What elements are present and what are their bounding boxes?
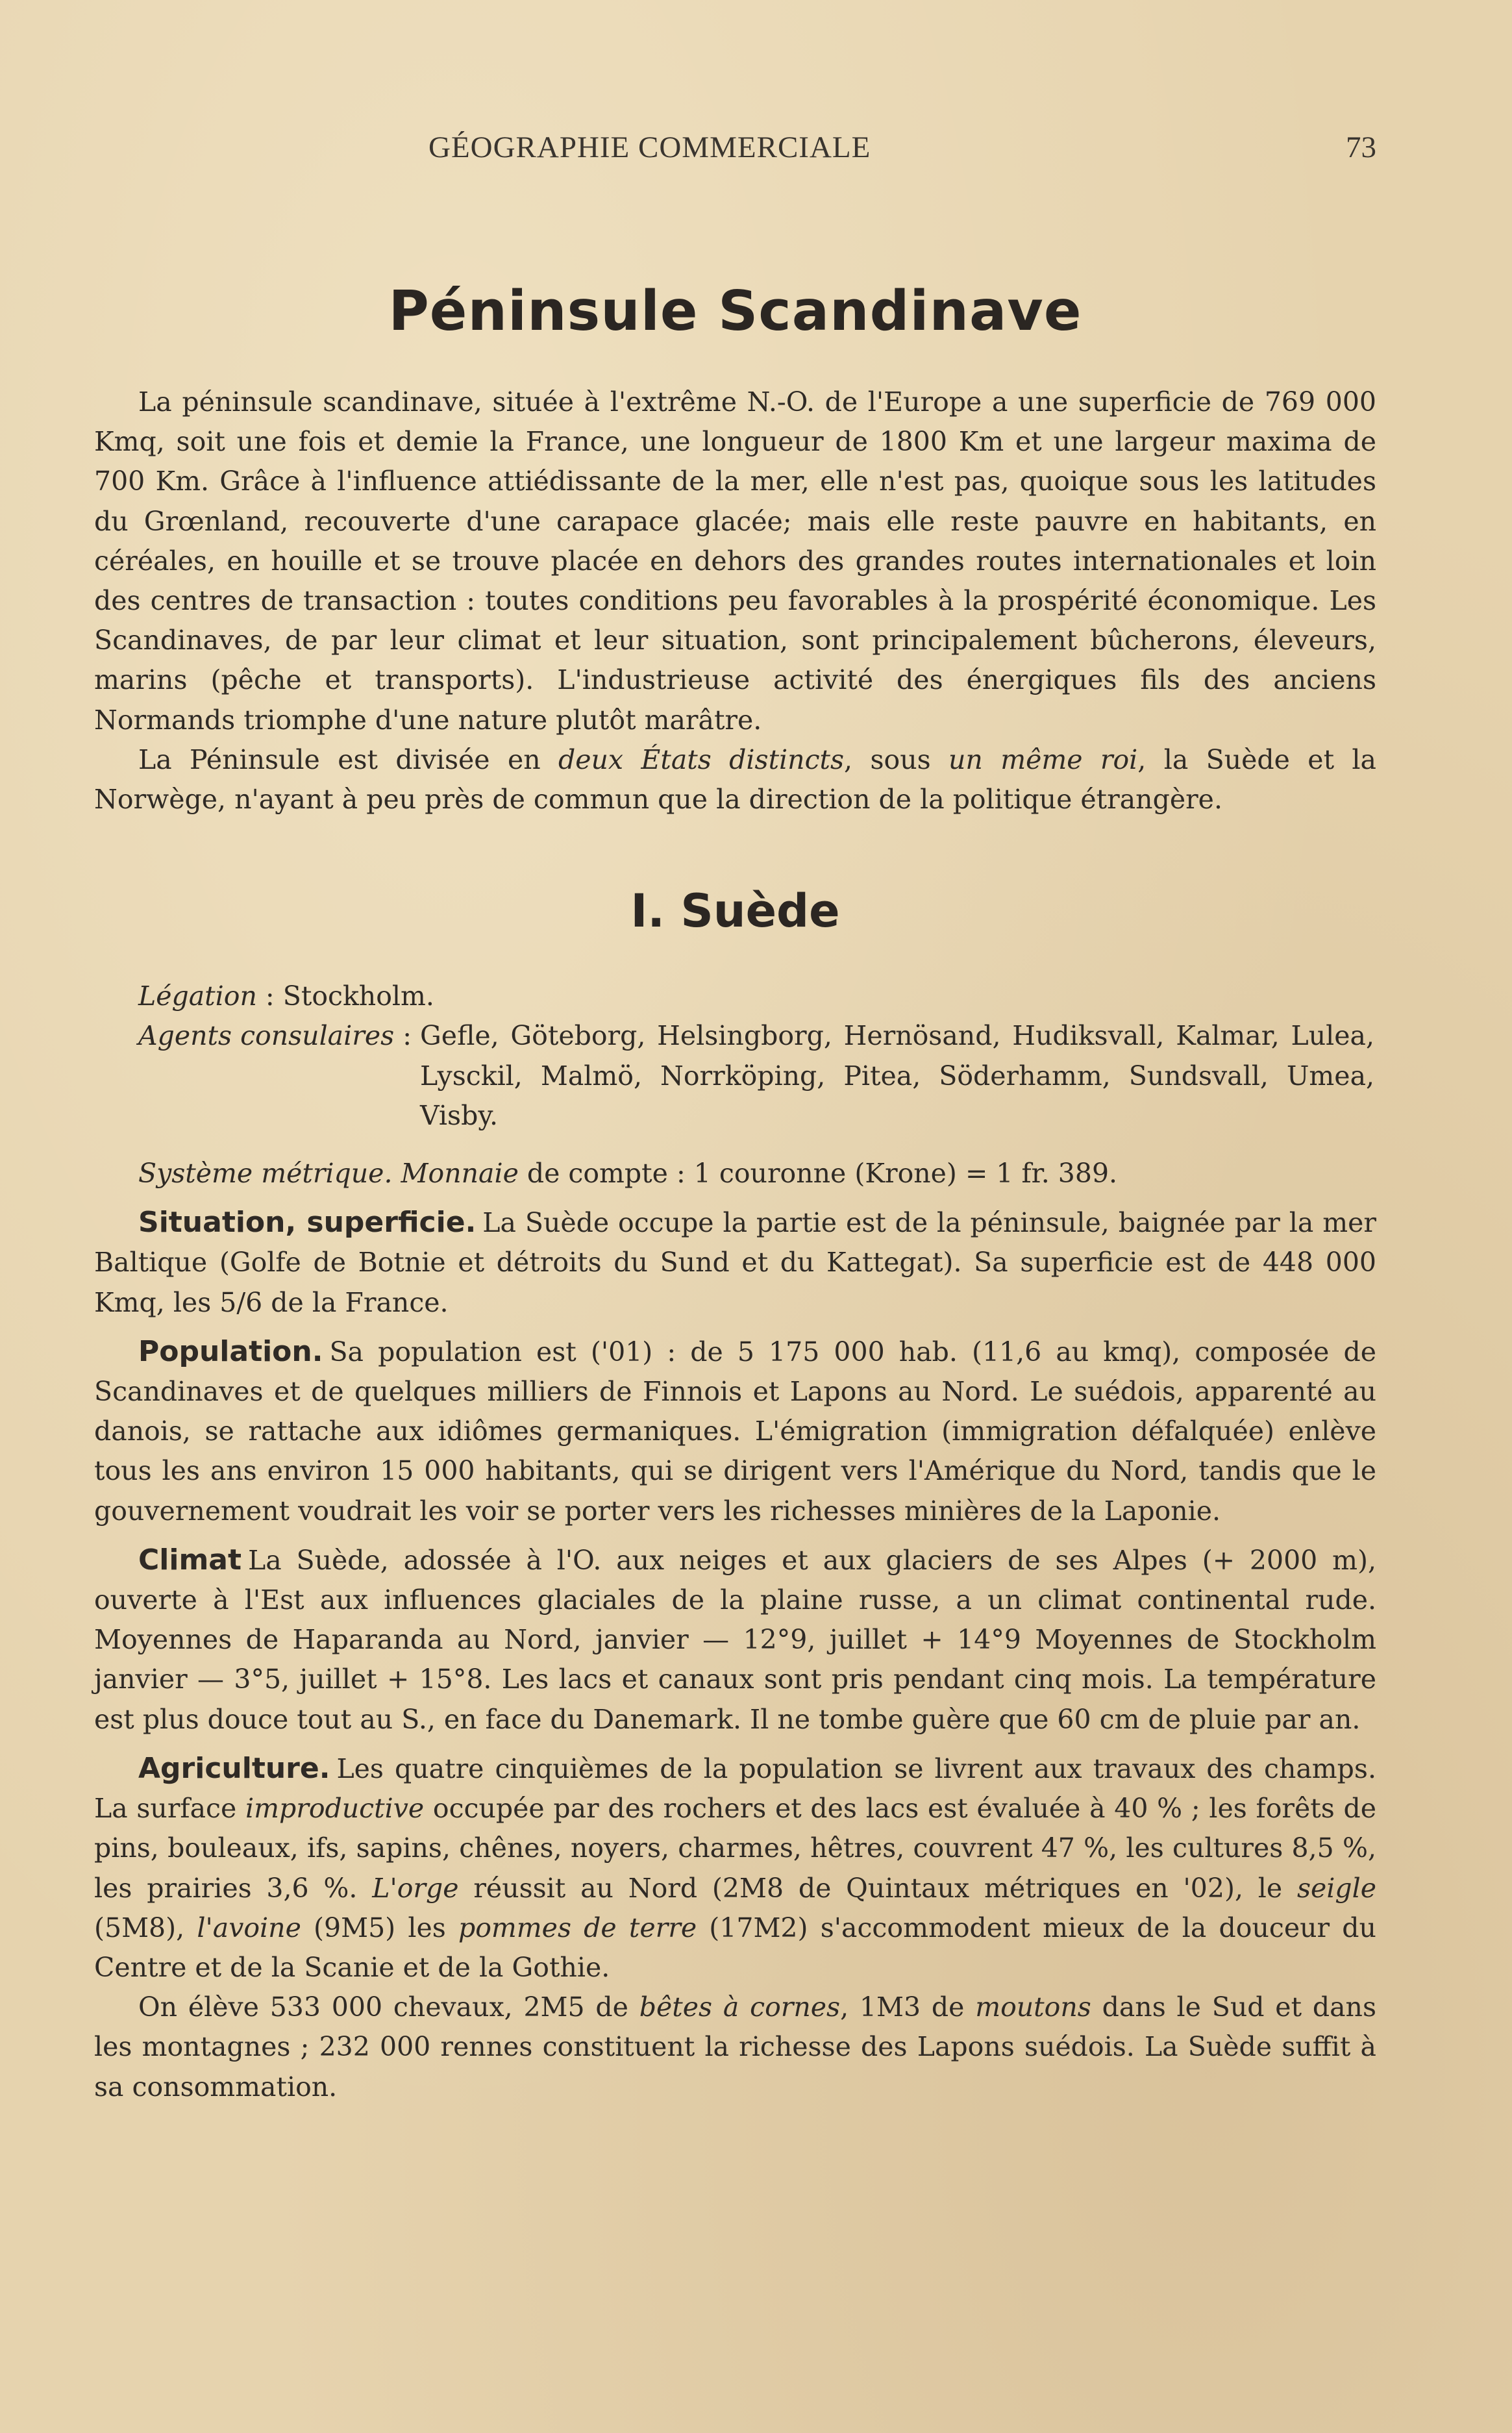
- agents-value: Gefle, Göteborg, Helsingborg, Hernösand, Hudiksvall, Kalmar, Lulea, Lysckil, Malmö, Norrköping, Pitea, Söderhamm, Sundsvall, Umea, Visby.: [420, 1020, 1375, 1131]
- running-head-title: GÉOGRAPHIE COMMERCIALE: [428, 131, 871, 164]
- page: [94, 130, 1376, 2107]
- legation-row: [94, 977, 1376, 1016]
- page-title: Péninsule Scandinave: [388, 279, 1082, 343]
- section-title: I. Suède: [630, 884, 840, 938]
- intro-text-c: , la Suède et la Norwège, n'ayant à peu près de commun que la direction de la politique étrangère.: [94, 743, 1376, 816]
- population-heading: Population.: [138, 1334, 323, 1368]
- agriculture-emphasis-potatoes: pommes de terre: [458, 1912, 697, 1943]
- agents-separator: :: [394, 1020, 421, 1052]
- running-head: [94, 130, 1376, 182]
- livestock-text-2: , 1M3 de: [840, 1991, 976, 2023]
- livestock-paragraph: [94, 1988, 1376, 2107]
- climate-section: [94, 1540, 1376, 1740]
- legation-value: Stockholm.: [282, 980, 434, 1012]
- livestock-emphasis-cattle: bêtes à cornes: [639, 1991, 841, 2023]
- legation-separator: :: [256, 980, 283, 1012]
- agriculture-text-2: occupée par des rochers et des lacs est évaluée à 40 % ; les forêts de pins, bouleaux, ifs, sapins, chênes, noyers, charmes, hêtres, couvrent 47 %, les cultures 8,5 %, les prairies 3,6 %.: [94, 1793, 1376, 1904]
- livestock-emphasis-sheep: moutons: [975, 1991, 1091, 2023]
- system-line: [94, 1154, 1376, 1193]
- agriculture-text-1: Les quatre cinquièmes de la population se livrent aux travaux des champs. La surface: [94, 1753, 1376, 1825]
- page-number: 73: [1346, 131, 1376, 164]
- livestock-text-3: dans le Sud et dans les montagnes ; 232 000 rennes constituent la richesse des Lapons suédois. La Suède suffit à sa consommation.: [94, 1991, 1376, 2102]
- intro-emphasis-states: deux États distincts: [558, 743, 845, 775]
- population-section: [94, 1332, 1376, 1531]
- intro-paragraph-1: La péninsule scandinave, située à l'extrême N.-O. de l'Europe a une superficie de 769 000 Kmq, soit une fois et demie la France, une longueur de 1800 Km et une largeur maxima de 700 Km. Grâce à l'influence attiédissante de la mer, elle n'est pas, quoique sous les latitudes du Grœnland, recouverte d'une carapace glacée; mais elle reste pauvre en habitants, en céréales, en houille et se trouve placée en dehors des grandes routes internationales et loin des centres de transaction : toutes conditions peu favorables à la prospérité économique. Les Scandinaves, de par leur climat et leur situation, sont principalement bûcherons, éleveurs, marins (pêche et transports). L'industrieuse activité des énergiques fils des anciens Normands triomphe d'une nature plutôt marâtre.: [94, 386, 1376, 736]
- agriculture-emphasis-rye: seigle: [1296, 1872, 1376, 1904]
- agents-label: Agents consulaires: [138, 1020, 395, 1052]
- system-label: Système métrique.: [138, 1158, 393, 1190]
- agriculture-text-4: (5M8),: [94, 1912, 197, 1943]
- agriculture-emphasis-oats: l'avoine: [197, 1912, 301, 1943]
- livestock-text-1: On élève 533 000 chevaux, 2M5 de: [138, 1991, 639, 2023]
- agriculture-text-3: réussit au Nord (2M8 de Quintaux métriques en '02), le: [458, 1872, 1297, 1904]
- agents-row: [94, 1016, 1376, 1136]
- situation-text: La Suède occupe la partie est de la péninsule, baignée par la mer Baltique (Golfe de Botnie et détroits du Sund et du Kattegat). Sa superficie est de 448 000 Kmq, les 5/6 de la France.: [94, 1207, 1376, 1318]
- agriculture-emphasis-unproductive: improductive: [245, 1793, 425, 1825]
- climate-heading: Climat: [138, 1543, 242, 1577]
- agriculture-text-6: (17M2) s'accommodent mieux de la douceur du Centre et de la Scanie et de la Gothie.: [94, 1912, 1376, 1983]
- agriculture-emphasis-barley: L'orge: [372, 1872, 459, 1904]
- intro-paragraph-2: [94, 740, 1376, 819]
- climate-text: La Suède, adossée à l'O. aux neiges et aux glaciers de ses Alpes (+ 2000 m), ouverte à l'Est aux influences glaciales de la plaine russe, a un climat continental rude. Moyennes de Haparanda au Nord, janvier — 12°9, juillet + 14°9 Moyennes de Stockholm janvier — 3°5, juillet + 15°8. Les lacs et canaux sont pris pendant cinq mois. La température est plus douce tout au S., en face du Danemark. Il ne tombe guère que 60 cm de pluie par an.: [94, 1544, 1376, 1735]
- agriculture-text-5: (9M5) les: [301, 1912, 458, 1943]
- situation-section: [94, 1203, 1376, 1323]
- agriculture-section: [94, 1749, 1376, 1988]
- population-text: Sa population est ('01) : de 5 175 000 hab. (11,6 au kmq), composée de Scandinaves et de quelques milliers de Finnois et Lapons au Nord. Le suédois, apparenté au danois, se rattache aux idiômes germaniques. L'émigration (immigration défalquée) enlève tous les ans environ 15 000 habitants, qui se dirigent vers l'Amérique du Nord, tandis que le gouvernement voudrait les voir se porter vers les richesses minières de la Laponie.: [94, 1336, 1376, 1527]
- diplomatic-info: [94, 977, 1376, 1136]
- intro-text-b: , sous: [844, 743, 949, 775]
- intro-emphasis-king: un même roi: [948, 743, 1138, 775]
- currency-text: de compte : 1 couronne (Krone) = 1 fr. 389.: [518, 1158, 1118, 1190]
- agriculture-heading: Agriculture.: [138, 1751, 330, 1785]
- currency-label: Monnaie: [401, 1158, 519, 1190]
- legation-label: Légation: [138, 980, 257, 1012]
- intro-text-a: La Péninsule est divisée en: [138, 743, 558, 775]
- situation-heading: Situation, superficie.: [138, 1206, 477, 1240]
